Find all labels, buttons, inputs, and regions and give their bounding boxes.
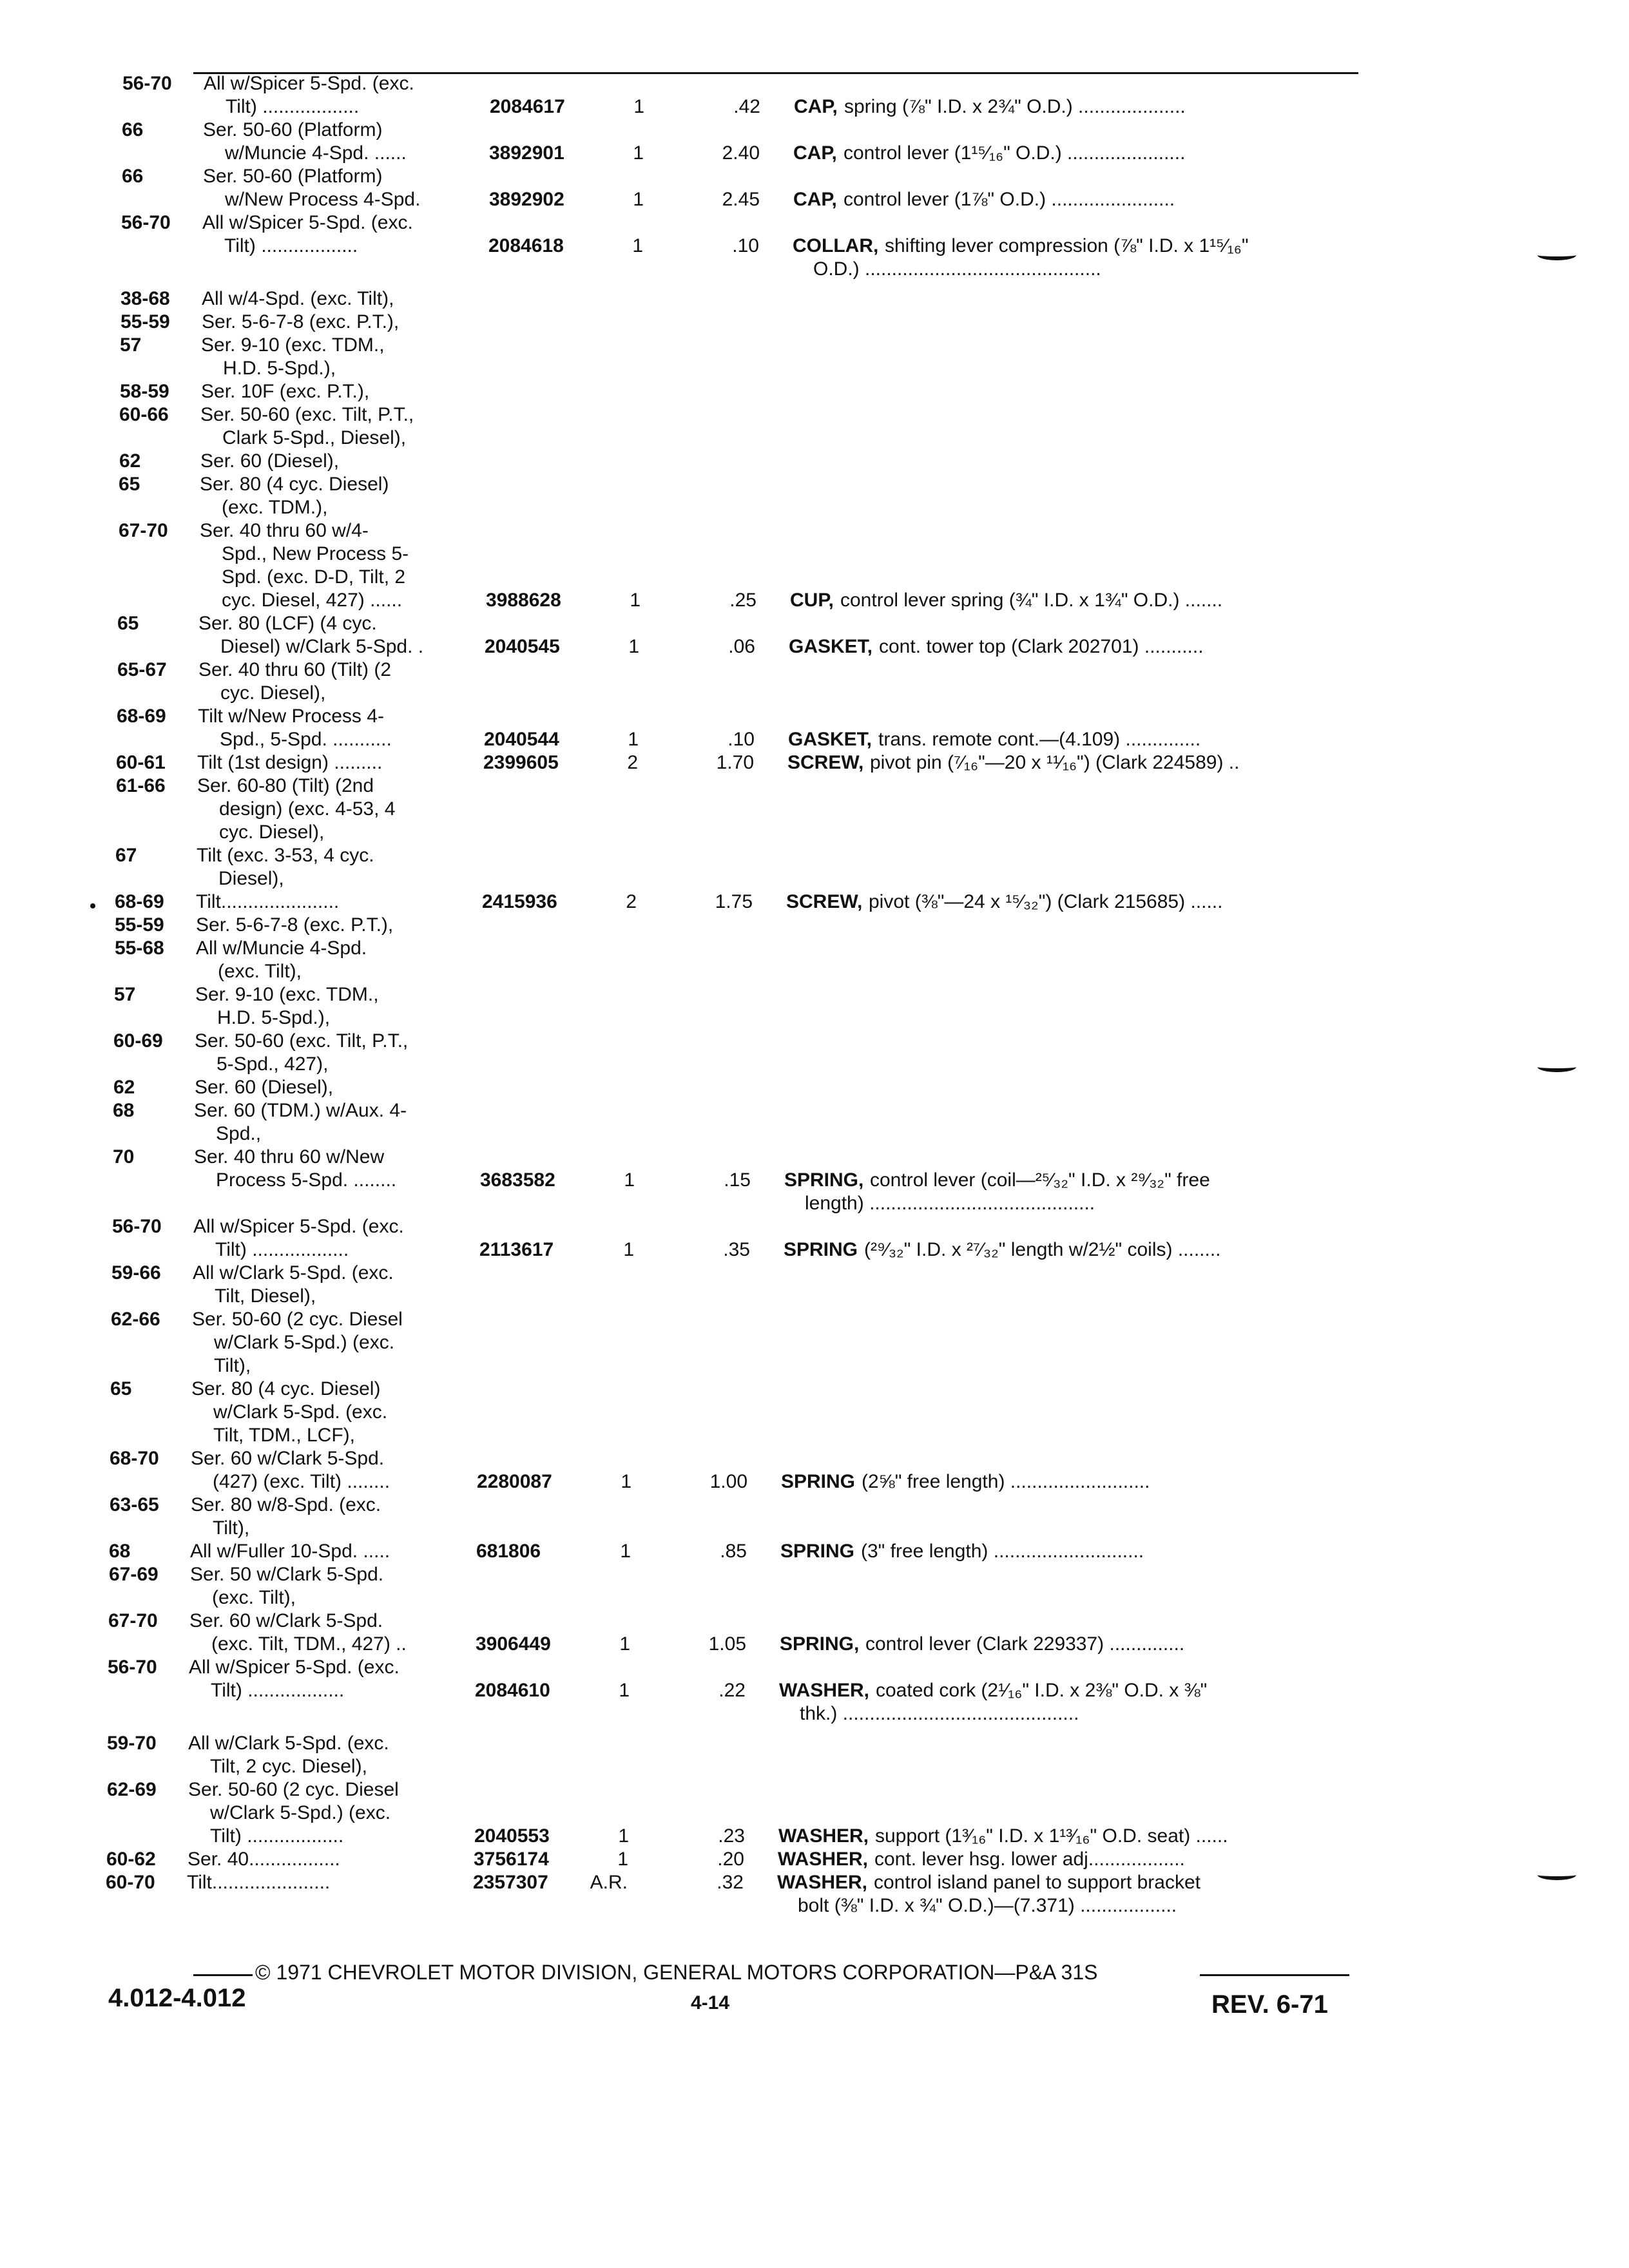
- part-detail: pivot pin (⁷⁄₁₆"—20 x ¹¹⁄₁₆") (Clark 224589) ..: [870, 752, 1240, 773]
- price: .15: [724, 1169, 751, 1191]
- price: 1.75: [715, 891, 753, 912]
- quantity: 1: [621, 1471, 631, 1492]
- price: 1.05: [708, 1633, 746, 1655]
- model-year: 68: [113, 1100, 135, 1121]
- margin-tick-mark: [1537, 1062, 1576, 1072]
- part-name: WASHER,: [778, 1849, 869, 1870]
- price: .35: [723, 1239, 750, 1260]
- part-detail: cont. tower top (Clark 202701) ...........: [879, 636, 1204, 657]
- application-description: All w/Muncie 4-Spd.: [196, 937, 367, 959]
- application-description: Diesel),: [218, 868, 284, 889]
- application-description: Ser. 60 (TDM.) w/Aux. 4-: [194, 1100, 407, 1121]
- model-year: 56-70: [122, 73, 172, 94]
- application-description: Ser. 60 (Diesel),: [200, 450, 340, 472]
- application-description: H.D. 5-Spd.),: [217, 1007, 331, 1028]
- quantity: 2: [627, 752, 638, 773]
- application-description: All w/Spicer 5-Spd. (exc.: [202, 212, 413, 233]
- part-number: 3683582: [480, 1169, 555, 1191]
- part-name: WASHER,: [779, 1680, 870, 1701]
- application-description: All w/Spicer 5-Spd. (exc.: [204, 73, 414, 94]
- quantity: 1: [623, 1239, 634, 1260]
- application-description: Ser. 50-60 (exc. Tilt, P.T.,: [200, 404, 414, 425]
- price: .10: [728, 729, 755, 750]
- application-description: Tilt w/New Process 4-: [198, 706, 384, 727]
- application-description: Ser. 80 w/8-Spd. (exc.: [191, 1494, 381, 1515]
- application-description: Ser. 9-10 (exc. TDM.,: [195, 984, 379, 1005]
- part-name: GASKET,: [789, 636, 873, 657]
- part-detail: coated cork (2¹⁄₁₆" I.D. x 2⅜" O.D. x ⅜": [876, 1680, 1208, 1701]
- application-description: Ser. 9-10 (exc. TDM.,: [201, 334, 385, 356]
- model-year: 68-69: [115, 891, 164, 912]
- application-description: Ser. 60 (Diesel),: [195, 1077, 334, 1098]
- model-year: 65: [119, 474, 140, 495]
- application-description: Spd., 5-Spd. ...........: [220, 729, 392, 750]
- part-number: 3988628: [486, 590, 561, 611]
- model-year: 65: [110, 1378, 132, 1399]
- application-description: Ser. 40.................: [188, 1849, 340, 1870]
- part-detail: cont. lever hsg. lower adj..................: [874, 1849, 1185, 1870]
- part-number: 2084617: [490, 96, 565, 117]
- application-description: All w/Spicer 5-Spd. (exc.: [189, 1657, 400, 1678]
- part-detail: support (1³⁄₁₆" I.D. x 1¹³⁄₁₆" O.D. seat) ......: [875, 1825, 1228, 1847]
- model-year: 60-66: [119, 404, 169, 425]
- application-description: (exc. Tilt, TDM., 427) ..: [211, 1633, 407, 1655]
- price: 2.45: [722, 189, 760, 210]
- quantity: 1: [633, 96, 644, 117]
- model-year: 60-62: [106, 1849, 156, 1870]
- model-year: 68-69: [117, 706, 166, 727]
- application-description: Ser. 5-6-7-8 (exc. P.T.),: [196, 914, 394, 936]
- part-number: 3906449: [476, 1633, 551, 1655]
- model-year: 66: [122, 166, 144, 187]
- application-description: Spd., New Process 5-: [222, 543, 409, 564]
- part-detail-continued: length) ..........................................: [805, 1193, 1095, 1214]
- quantity: 1: [618, 1825, 629, 1847]
- application-description: Ser. 50-60 (exc. Tilt, P.T.,: [195, 1030, 409, 1052]
- quantity: 1: [633, 189, 644, 210]
- application-description: w/Muncie 4-Spd. ......: [225, 142, 407, 164]
- quantity: 1: [617, 1849, 628, 1870]
- margin-dot: [90, 903, 95, 908]
- application-description: (exc. Tilt),: [212, 1587, 296, 1608]
- application-description: w/Clark 5-Spd.) (exc.: [210, 1802, 391, 1823]
- application-description: All w/4-Spd. (exc. Tilt),: [202, 288, 394, 309]
- model-year: 67-70: [108, 1610, 158, 1631]
- quantity: 1: [619, 1633, 630, 1655]
- model-year: 67-70: [119, 520, 168, 541]
- footer-rule-right: [1200, 1974, 1349, 1976]
- price: 2.40: [722, 142, 760, 164]
- quantity: 1: [619, 1680, 630, 1701]
- part-detail-continued: thk.) ............................................: [800, 1703, 1079, 1724]
- part-detail: control island panel to support bracket: [874, 1872, 1200, 1893]
- part-number: 2040544: [484, 729, 559, 750]
- application-description: Tilt) ..................: [210, 1825, 344, 1847]
- part-number: 2084618: [488, 235, 564, 256]
- price: .06: [728, 636, 755, 657]
- application-description: (exc. TDM.),: [222, 497, 328, 518]
- quantity: 1: [620, 1541, 631, 1562]
- part-number: 2113617: [479, 1239, 554, 1260]
- model-year: 55-59: [120, 311, 170, 332]
- part-name: WASHER,: [777, 1872, 868, 1893]
- price: .42: [733, 96, 760, 117]
- application-description: All w/Clark 5-Spd. (exc.: [188, 1733, 389, 1754]
- application-description: All w/Fuller 10-Spd. .....: [190, 1541, 390, 1562]
- application-description: Ser. 50 w/Clark 5-Spd.: [190, 1564, 384, 1585]
- application-description: Tilt......................: [187, 1872, 331, 1893]
- footer-copyright: © 1971 CHEVROLET MOTOR DIVISION, GENERAL MOTORS CORPORATION—P&A 31S: [255, 1961, 1098, 1984]
- application-description: design) (exc. 4-53, 4: [219, 798, 396, 820]
- section-number: 4.012-4.012: [108, 1984, 246, 2012]
- application-description: Tilt) ..................: [211, 1680, 345, 1701]
- application-description: w/New Process 4-Spd.: [225, 189, 421, 210]
- part-number: 681806: [476, 1541, 541, 1562]
- part-name: COLLAR,: [793, 235, 879, 256]
- part-detail: spring (⅞" I.D. x 2¾" O.D.) ....................: [844, 96, 1186, 117]
- part-number: 2040545: [485, 636, 560, 657]
- application-description: Ser. 5-6-7-8 (exc. P.T.),: [202, 311, 400, 332]
- part-number: 3892901: [489, 142, 564, 164]
- model-year: 62-69: [107, 1779, 157, 1800]
- part-name: CAP,: [794, 96, 838, 117]
- application-description: All w/Spicer 5-Spd. (exc.: [193, 1216, 404, 1237]
- part-name: CUP,: [790, 590, 834, 611]
- application-description: Ser. 50-60 (Platform): [203, 119, 383, 140]
- page-number: 4-14: [691, 1992, 730, 2013]
- application-description: Ser. 60 w/Clark 5-Spd.: [191, 1448, 385, 1469]
- model-year: 65-67: [117, 659, 167, 680]
- model-year: 60-69: [113, 1030, 163, 1052]
- model-year: 56-70: [121, 212, 171, 233]
- model-year: 67: [115, 845, 137, 866]
- model-year: 60-61: [116, 752, 166, 773]
- part-detail: control lever (1⅞" O.D.) .......................: [843, 189, 1175, 210]
- model-year: 59-70: [107, 1733, 157, 1754]
- application-description: Tilt......................: [196, 891, 340, 912]
- quantity: 1: [628, 636, 639, 657]
- price: .22: [718, 1680, 746, 1701]
- quantity: 1: [628, 729, 639, 750]
- application-description: Diesel) w/Clark 5-Spd. .: [220, 636, 424, 657]
- part-detail-continued: bolt (⅜" I.D. x ¾" O.D.)—(7.371) ..................: [798, 1895, 1177, 1916]
- footer-rule-left: [193, 1974, 253, 1976]
- part-detail: control lever (coil—²⁵⁄₃₂" I.D. x ²⁹⁄₃₂" free: [870, 1169, 1210, 1191]
- part-name: SPRING: [784, 1239, 858, 1260]
- price: 1.00: [709, 1471, 747, 1492]
- quantity: 1: [632, 235, 643, 256]
- application-description: cyc. Diesel),: [219, 822, 325, 843]
- model-year: 55-59: [115, 914, 164, 936]
- part-detail: pivot (⅜"—24 x ¹⁵⁄₃₂") (Clark 215685) ......: [869, 891, 1223, 912]
- part-number: 2357307: [473, 1872, 548, 1893]
- model-year: 56-70: [108, 1657, 157, 1678]
- model-year: 70: [113, 1146, 135, 1168]
- price: .25: [729, 590, 757, 611]
- application-description: Tilt, TDM., LCF),: [213, 1425, 355, 1446]
- margin-tick-mark: [1537, 250, 1576, 260]
- part-name: SCREW,: [786, 891, 863, 912]
- part-number: 2280087: [477, 1471, 552, 1492]
- application-description: Ser. 10F (exc. P.T.),: [201, 381, 370, 402]
- part-detail: trans. remote cont.—(4.109) ..............: [878, 729, 1201, 750]
- part-name: CAP,: [793, 189, 837, 210]
- part-number: 3892902: [489, 189, 564, 210]
- price: 1.70: [716, 752, 754, 773]
- application-description: cyc. Diesel),: [220, 682, 326, 704]
- model-year: 63-65: [110, 1494, 159, 1515]
- price: .23: [718, 1825, 745, 1847]
- application-description: Spd. (exc. D-D, Tilt, 2: [222, 566, 406, 588]
- part-detail: control lever (Clark 229337) ..............: [865, 1633, 1185, 1655]
- part-name: SPRING,: [784, 1169, 864, 1191]
- application-description: Tilt),: [214, 1355, 251, 1376]
- price: .32: [717, 1872, 744, 1893]
- application-description: Ser. 60-80 (Tilt) (2nd: [197, 775, 374, 796]
- part-detail: (2⅝" free length) ..........................: [862, 1471, 1150, 1492]
- model-year: 59-66: [111, 1262, 161, 1283]
- price: .85: [720, 1541, 747, 1562]
- model-year: 38-68: [120, 288, 170, 309]
- part-name: SPRING: [781, 1471, 856, 1492]
- quantity: A.R.: [590, 1872, 628, 1893]
- model-year: 55-68: [115, 937, 164, 959]
- revision-label: REV. 6-71: [1211, 1990, 1328, 2019]
- part-number: 3756174: [474, 1849, 549, 1870]
- application-description: Spd.,: [216, 1123, 262, 1144]
- application-description: Clark 5-Spd., Diesel),: [222, 427, 407, 448]
- application-description: Ser. 40 thru 60 w/4-: [200, 520, 369, 541]
- application-description: Tilt (1st design) .........: [197, 752, 383, 773]
- model-year: 62: [113, 1077, 135, 1098]
- application-description: (exc. Tilt),: [218, 961, 302, 982]
- application-description: (427) (exc. Tilt) ........: [213, 1471, 390, 1492]
- part-number: 2084610: [475, 1680, 550, 1701]
- application-description: Ser. 50-60 (2 cyc. Diesel: [192, 1309, 403, 1330]
- price: .20: [717, 1849, 744, 1870]
- part-name: CAP,: [793, 142, 837, 164]
- quantity: 1: [633, 142, 644, 164]
- application-description: H.D. 5-Spd.),: [223, 358, 336, 379]
- application-description: 5-Spd., 427),: [217, 1053, 329, 1075]
- quantity: 1: [624, 1169, 635, 1191]
- part-number: 2399605: [483, 752, 559, 773]
- model-year: 58-59: [120, 381, 169, 402]
- part-detail-continued: O.D.) ............................................: [813, 258, 1101, 280]
- application-description: All w/Clark 5-Spd. (exc.: [193, 1262, 394, 1283]
- model-year: 62-66: [111, 1309, 160, 1330]
- model-year: 62: [119, 450, 141, 472]
- application-description: Ser. 40 thru 60 w/New: [194, 1146, 385, 1168]
- application-description: Tilt) ..................: [224, 235, 358, 256]
- part-detail: shifting lever compression (⅞" I.D. x 1¹⁵⁄₁₆": [885, 235, 1249, 256]
- part-detail: (²⁹⁄₃₂" I.D. x ²⁷⁄₃₂" length w/2½" coils) ........: [864, 1239, 1221, 1260]
- part-number: 2040553: [474, 1825, 550, 1847]
- model-year: 68-70: [110, 1448, 159, 1469]
- model-year: 66: [122, 119, 144, 140]
- quantity: 1: [630, 590, 641, 611]
- part-name: SPRING,: [780, 1633, 860, 1655]
- part-detail: control lever spring (¾" I.D. x 1¾" O.D.) .......: [840, 590, 1223, 611]
- part-detail: control lever (1¹⁵⁄₁₆" O.D.) ......................: [843, 142, 1186, 164]
- application-description: w/Clark 5-Spd.) (exc.: [214, 1332, 395, 1353]
- part-detail: (3" free length) ............................: [861, 1541, 1144, 1562]
- application-description: cyc. Diesel, 427) ......: [222, 590, 403, 611]
- quantity: 2: [626, 891, 637, 912]
- model-year: 65: [117, 613, 139, 634]
- application-description: Ser. 80 (LCF) (4 cyc.: [198, 613, 377, 634]
- part-name: SCREW,: [787, 752, 864, 773]
- application-description: Ser. 50-60 (Platform): [203, 166, 383, 187]
- application-description: Tilt, 2 cyc. Diesel),: [210, 1756, 367, 1777]
- application-description: Ser. 60 w/Clark 5-Spd.: [189, 1610, 383, 1631]
- model-year: 57: [114, 984, 136, 1005]
- model-year: 56-70: [112, 1216, 162, 1237]
- model-year: 67-69: [109, 1564, 159, 1585]
- model-year: 60-70: [106, 1872, 155, 1893]
- part-name: GASKET,: [788, 729, 872, 750]
- margin-tick-mark: [1537, 1870, 1576, 1880]
- application-description: Ser. 80 (4 cyc. Diesel): [191, 1378, 381, 1399]
- part-number: 2415936: [482, 891, 557, 912]
- application-description: Process 5-Spd. ........: [216, 1169, 397, 1191]
- application-description: Tilt, Diesel),: [215, 1285, 316, 1307]
- model-year: 57: [120, 334, 142, 356]
- part-name: SPRING: [780, 1541, 855, 1562]
- application-description: Tilt (exc. 3-53, 4 cyc.: [197, 845, 374, 866]
- model-year: 68: [109, 1541, 131, 1562]
- application-description: Tilt),: [213, 1517, 250, 1539]
- application-description: Ser. 40 thru 60 (Tilt) (2: [198, 659, 392, 680]
- application-description: Tilt) ..................: [215, 1239, 349, 1260]
- part-name: WASHER,: [778, 1825, 869, 1847]
- model-year: 61-66: [116, 775, 166, 796]
- application-description: w/Clark 5-Spd. (exc.: [213, 1401, 388, 1423]
- application-description: Ser. 50-60 (2 cyc. Diesel: [188, 1779, 399, 1800]
- application-description: Tilt) ..................: [226, 96, 360, 117]
- price: .10: [732, 235, 759, 256]
- application-description: Ser. 80 (4 cyc. Diesel): [200, 474, 389, 495]
